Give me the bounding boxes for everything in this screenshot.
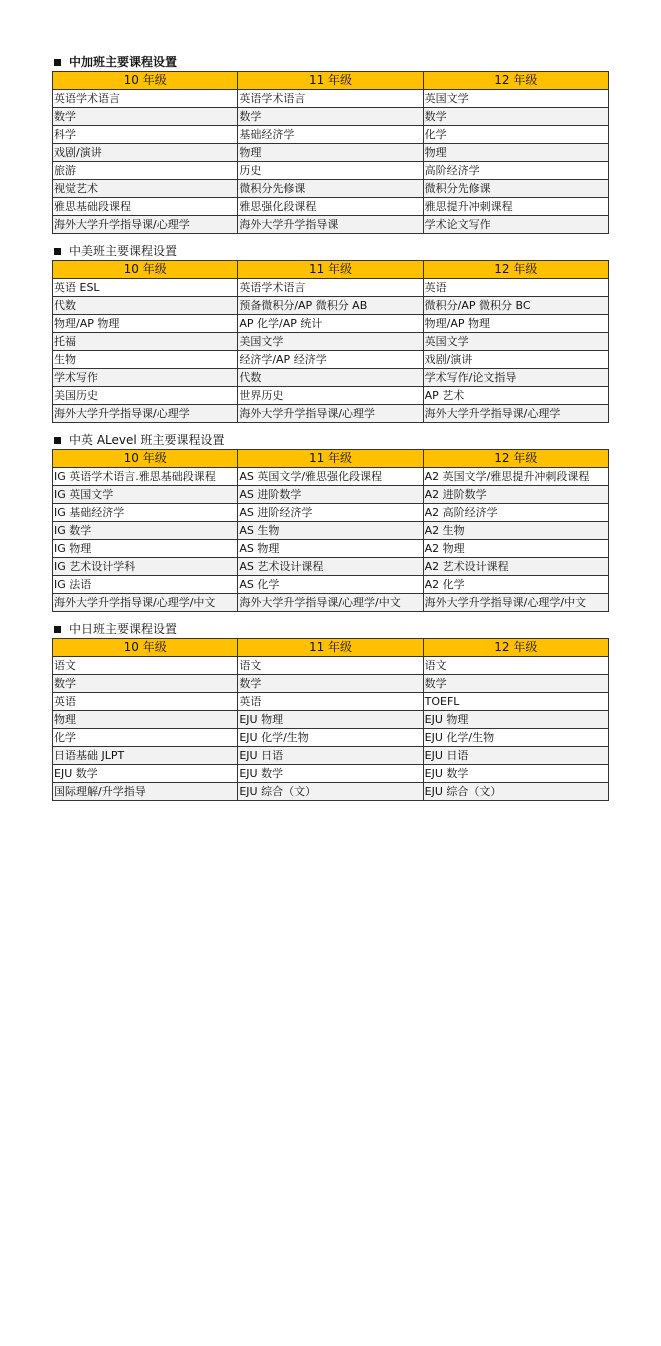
table-header-row bbox=[53, 639, 609, 657]
course-cell: 海外大学升学指导课 bbox=[238, 216, 423, 234]
course-cell: 物理/AP 物理 bbox=[423, 315, 608, 333]
table-row bbox=[53, 216, 609, 234]
course-cell: 海外大学升学指导课/心理学/中文 bbox=[423, 594, 608, 612]
course-cell: AS 生物 bbox=[238, 522, 423, 540]
course-document bbox=[52, 54, 609, 810]
course-cell: AS 艺术设计课程 bbox=[238, 558, 423, 576]
table-row bbox=[53, 747, 609, 765]
course-cell: AS 化学 bbox=[238, 576, 423, 594]
section-title bbox=[52, 54, 609, 71]
course-cell: 化学 bbox=[53, 729, 238, 747]
course-cell: 海外大学升学指导课/心理学 bbox=[423, 405, 608, 423]
course-cell: 历史 bbox=[238, 162, 423, 180]
course-cell: 海外大学升学指导课/心理学/中文 bbox=[238, 594, 423, 612]
table-row bbox=[53, 675, 609, 693]
course-cell: 微积分/AP 微积分 BC bbox=[423, 297, 608, 315]
course-cell: 预备微积分/AP 微积分 AB bbox=[238, 297, 423, 315]
course-cell: EJU 物理 bbox=[423, 711, 608, 729]
grade-header: 10 年级 bbox=[53, 261, 238, 279]
course-cell: EJU 综合（文） bbox=[238, 783, 423, 801]
course-cell: 雅思提升冲刺课程 bbox=[423, 198, 608, 216]
course-cell: 基础经济学 bbox=[238, 126, 423, 144]
course-cell: TOEFL bbox=[423, 693, 608, 711]
course-cell: IG 法语 bbox=[53, 576, 238, 594]
square-bullet-icon bbox=[54, 626, 61, 633]
course-cell: IG 艺术设计学科 bbox=[53, 558, 238, 576]
course-cell: 高阶经济学 bbox=[423, 162, 608, 180]
square-bullet-icon bbox=[54, 437, 61, 444]
course-cell: 英国文学 bbox=[423, 90, 608, 108]
grade-header: 12 年级 bbox=[423, 639, 608, 657]
course-table bbox=[52, 260, 609, 423]
table-row bbox=[53, 315, 609, 333]
grade-header: 10 年级 bbox=[53, 450, 238, 468]
course-cell: EJU 综合（文） bbox=[423, 783, 608, 801]
course-cell: EJU 日语 bbox=[238, 747, 423, 765]
course-cell: 英国文学 bbox=[423, 333, 608, 351]
course-table bbox=[52, 638, 609, 801]
course-cell: 世界历史 bbox=[238, 387, 423, 405]
course-cell: 经济学/AP 经济学 bbox=[238, 351, 423, 369]
course-cell: 英语学术语言 bbox=[238, 90, 423, 108]
section-title-text: 中英 ALevel 班主要课程设置 bbox=[69, 433, 225, 447]
course-cell: 语文 bbox=[53, 657, 238, 675]
course-cell: IG 物理 bbox=[53, 540, 238, 558]
table-header-row bbox=[53, 261, 609, 279]
table-row bbox=[53, 468, 609, 486]
course-cell: EJU 化学/生物 bbox=[423, 729, 608, 747]
table-row bbox=[53, 333, 609, 351]
course-cell: 视觉艺术 bbox=[53, 180, 238, 198]
course-cell: 英语学术语言 bbox=[53, 90, 238, 108]
section-title-text: 中美班主要课程设置 bbox=[69, 244, 178, 258]
course-cell: IG 英国文学 bbox=[53, 486, 238, 504]
table-row bbox=[53, 729, 609, 747]
course-cell: 语文 bbox=[423, 657, 608, 675]
course-cell: 物理 bbox=[423, 144, 608, 162]
course-cell: A2 化学 bbox=[423, 576, 608, 594]
course-cell: EJU 数学 bbox=[53, 765, 238, 783]
table-row bbox=[53, 486, 609, 504]
course-cell: 戏剧/演讲 bbox=[423, 351, 608, 369]
course-cell: A2 物理 bbox=[423, 540, 608, 558]
course-cell: AS 英国文学/雅思强化段课程 bbox=[238, 468, 423, 486]
course-cell: 美国历史 bbox=[53, 387, 238, 405]
course-cell: 戏剧/演讲 bbox=[53, 144, 238, 162]
course-cell: AP 艺术 bbox=[423, 387, 608, 405]
course-cell: IG 基础经济学 bbox=[53, 504, 238, 522]
course-cell: 数学 bbox=[238, 675, 423, 693]
course-cell: AS 进阶经济学 bbox=[238, 504, 423, 522]
grade-header: 12 年级 bbox=[423, 261, 608, 279]
course-cell: 学术论文写作 bbox=[423, 216, 608, 234]
course-cell: 雅思基础段课程 bbox=[53, 198, 238, 216]
course-cell: IG 数学 bbox=[53, 522, 238, 540]
course-cell: 代数 bbox=[53, 297, 238, 315]
table-row bbox=[53, 297, 609, 315]
course-cell: A2 生物 bbox=[423, 522, 608, 540]
course-cell: 日语基础 JLPT bbox=[53, 747, 238, 765]
table-header-row bbox=[53, 72, 609, 90]
course-cell: 生物 bbox=[53, 351, 238, 369]
table-row bbox=[53, 162, 609, 180]
course-cell: 美国文学 bbox=[238, 333, 423, 351]
course-cell: 数学 bbox=[423, 675, 608, 693]
table-row bbox=[53, 351, 609, 369]
course-cell: 数学 bbox=[238, 108, 423, 126]
course-cell: EJU 化学/生物 bbox=[238, 729, 423, 747]
table-row bbox=[53, 657, 609, 675]
course-cell: 微积分先修课 bbox=[238, 180, 423, 198]
grade-header: 11 年级 bbox=[238, 639, 423, 657]
table-row bbox=[53, 594, 609, 612]
table-row bbox=[53, 126, 609, 144]
grade-header: 10 年级 bbox=[53, 639, 238, 657]
course-cell: 雅思强化段课程 bbox=[238, 198, 423, 216]
course-cell: AS 进阶数学 bbox=[238, 486, 423, 504]
course-cell: 英语 bbox=[423, 279, 608, 297]
course-cell: A2 高阶经济学 bbox=[423, 504, 608, 522]
course-cell: 英语 ESL bbox=[53, 279, 238, 297]
table-row bbox=[53, 693, 609, 711]
course-cell: 代数 bbox=[238, 369, 423, 387]
course-cell: EJU 数学 bbox=[238, 765, 423, 783]
course-cell: 海外大学升学指导课/心理学 bbox=[53, 216, 238, 234]
course-cell: 英语 bbox=[53, 693, 238, 711]
table-row bbox=[53, 144, 609, 162]
course-cell: 物理 bbox=[53, 711, 238, 729]
course-cell: 学术写作 bbox=[53, 369, 238, 387]
grade-header: 11 年级 bbox=[238, 72, 423, 90]
grade-header: 10 年级 bbox=[53, 72, 238, 90]
course-cell: 数学 bbox=[53, 108, 238, 126]
course-cell: 英语学术语言 bbox=[238, 279, 423, 297]
table-row bbox=[53, 405, 609, 423]
section-title-text: 中加班主要课程设置 bbox=[69, 55, 178, 69]
table-row bbox=[53, 540, 609, 558]
section-title bbox=[52, 621, 609, 638]
course-table bbox=[52, 449, 609, 612]
table-row bbox=[53, 180, 609, 198]
grade-header: 11 年级 bbox=[238, 450, 423, 468]
course-cell: EJU 数学 bbox=[423, 765, 608, 783]
course-cell: 物理/AP 物理 bbox=[53, 315, 238, 333]
table-row bbox=[53, 279, 609, 297]
table-row bbox=[53, 765, 609, 783]
square-bullet-icon bbox=[54, 59, 61, 66]
table-row bbox=[53, 783, 609, 801]
table-row bbox=[53, 387, 609, 405]
course-cell: IG 英语学术语言.雅思基础段课程 bbox=[53, 468, 238, 486]
section-title bbox=[52, 432, 609, 449]
course-cell: 物理 bbox=[238, 144, 423, 162]
table-row bbox=[53, 522, 609, 540]
course-cell: 数学 bbox=[53, 675, 238, 693]
course-cell: 化学 bbox=[423, 126, 608, 144]
grade-header: 11 年级 bbox=[238, 261, 423, 279]
course-cell: A2 英国文学/雅思提升冲刺段课程 bbox=[423, 468, 608, 486]
course-cell: 海外大学升学指导课/心理学 bbox=[53, 405, 238, 423]
section-title bbox=[52, 243, 609, 260]
course-cell: 海外大学升学指导课/心理学 bbox=[238, 405, 423, 423]
course-cell: 英语 bbox=[238, 693, 423, 711]
course-cell: 托福 bbox=[53, 333, 238, 351]
course-cell: A2 进阶数学 bbox=[423, 486, 608, 504]
table-row bbox=[53, 198, 609, 216]
course-cell: EJU 日语 bbox=[423, 747, 608, 765]
course-table bbox=[52, 71, 609, 234]
table-row bbox=[53, 711, 609, 729]
course-cell: 科学 bbox=[53, 126, 238, 144]
course-cell: 国际理解/升学指导 bbox=[53, 783, 238, 801]
table-row bbox=[53, 369, 609, 387]
course-cell: 语文 bbox=[238, 657, 423, 675]
grade-header: 12 年级 bbox=[423, 72, 608, 90]
table-row bbox=[53, 108, 609, 126]
course-cell: 学术写作/论文指导 bbox=[423, 369, 608, 387]
table-row bbox=[53, 90, 609, 108]
table-row bbox=[53, 576, 609, 594]
course-cell: 海外大学升学指导课/心理学/中文 bbox=[53, 594, 238, 612]
course-cell: A2 艺术设计课程 bbox=[423, 558, 608, 576]
table-row bbox=[53, 558, 609, 576]
section-title-text: 中日班主要课程设置 bbox=[69, 622, 178, 636]
table-header-row bbox=[53, 450, 609, 468]
course-cell: 数学 bbox=[423, 108, 608, 126]
table-row bbox=[53, 504, 609, 522]
course-cell: 微积分先修课 bbox=[423, 180, 608, 198]
course-cell: AP 化学/AP 统计 bbox=[238, 315, 423, 333]
course-cell: EJU 物理 bbox=[238, 711, 423, 729]
square-bullet-icon bbox=[54, 248, 61, 255]
course-cell: 旅游 bbox=[53, 162, 238, 180]
course-cell: AS 物理 bbox=[238, 540, 423, 558]
grade-header: 12 年级 bbox=[423, 450, 608, 468]
